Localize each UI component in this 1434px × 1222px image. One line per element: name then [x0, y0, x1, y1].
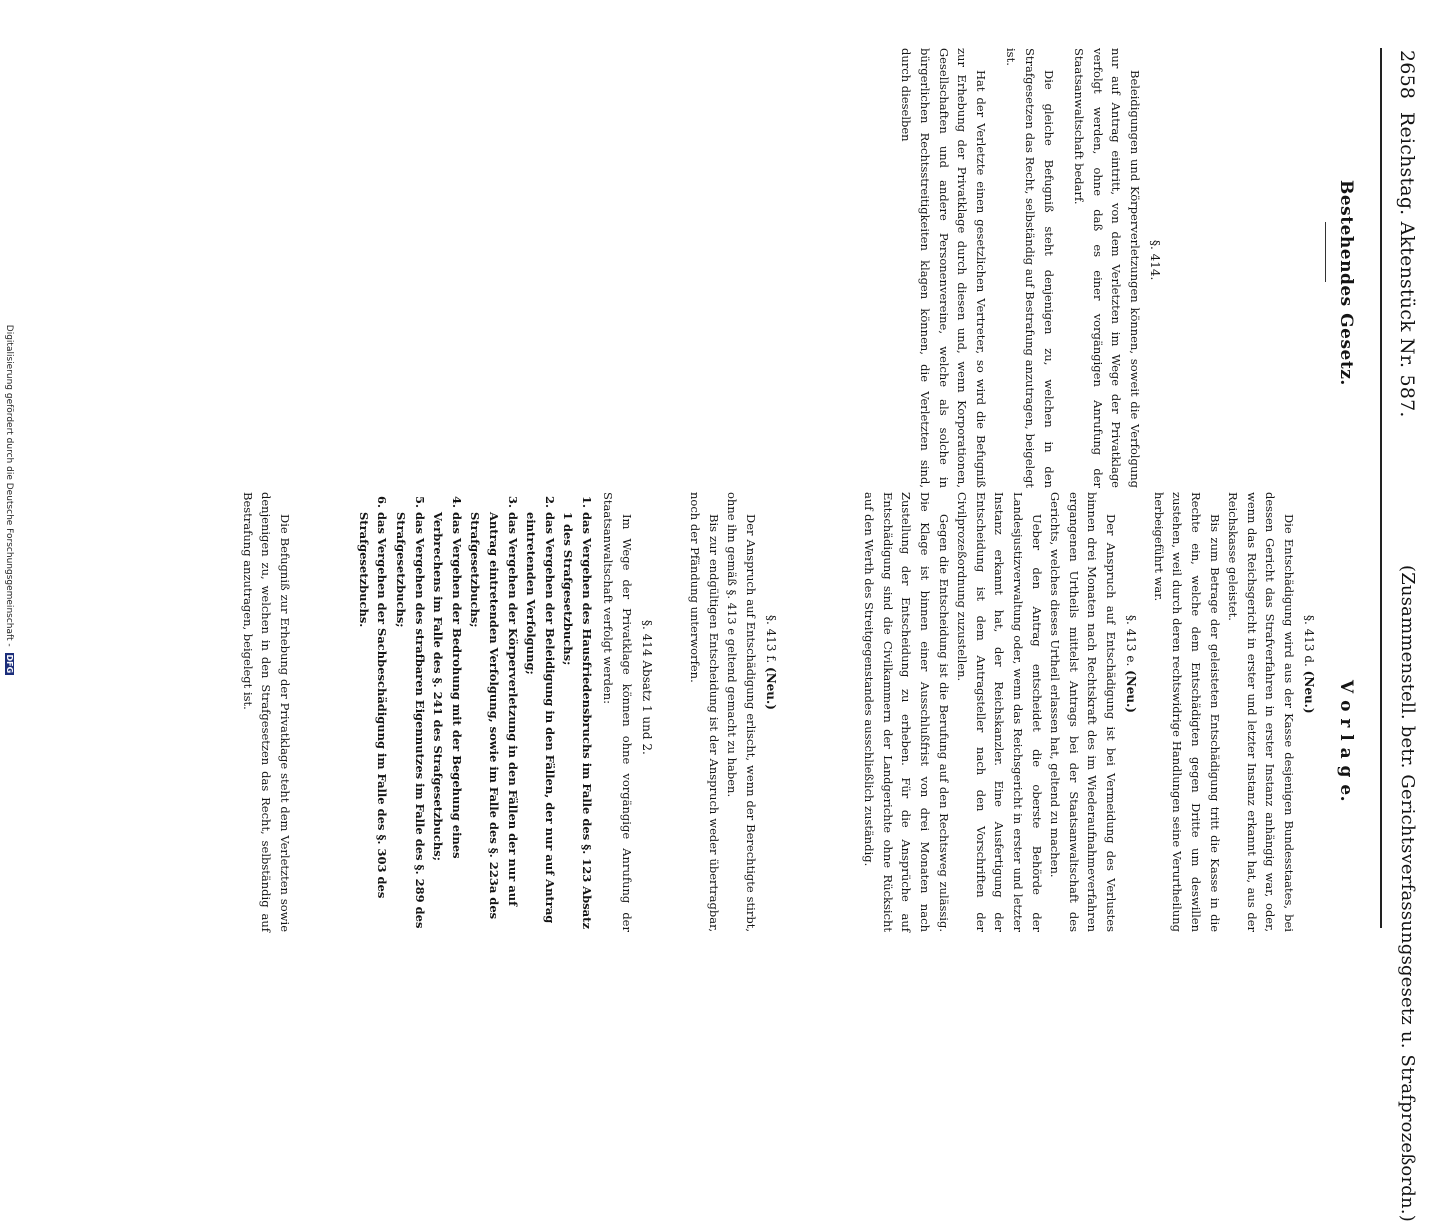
- section-413f-paragraph-2: Bis zur endgültigen Entscheidung ist der Anspruch weder übertragbar, noch der Pfändung unterworfen.: [688, 492, 721, 932]
- section-413e-paragraph-3: Gegen die Entscheidung ist die Berufung auf den Rechtsweg zulässig. Die Klage ist binnen einer Ausschlußfrist von drei Monaten nach Zustellung der Entscheidung zu erheben. Für die Ansprüche auf Entschädigung sind die Civilkammern der Landgerichte ohne Rücksicht auf den Werth des Streitgegenstandes ausschließlich zuständig.: [862, 492, 951, 932]
- section-413d-text: [1149, 492, 1298, 932]
- section-414-intro: [599, 492, 636, 932]
- section-413d-paragraph-1: Die Entschädigung wird aus der Kasse desjenigen Bundesstaates, bei dessen Gericht das Strafverfahren in erster Instanz anhängig war, oder, wenn das Reichsgericht in erster und letzter Instanz erkannt hat, aus der Reichskasse geleistet.: [1226, 492, 1296, 932]
- left-paragraph-1: Beleidigungen und Körperverletzungen können, soweit die Verfolgung nur auf Antrag eintritt, von dem Verletzten im Wege der Privatklage verfolgt werden, ohne daß es einer vorgängigen Anrufung der Staatsanwaltschaft bedarf.: [1072, 48, 1142, 488]
- digitization-credit: [4, 0, 14, 1000]
- digitization-credit-text: Digitalisierung gefördert durch die Deutsche Forschungsgemeinschaft -: [4, 324, 14, 647]
- right-column-heading: V o r l a g e.: [1336, 680, 1356, 803]
- section-413f-heading: [764, 615, 778, 710]
- offence-list: [354, 492, 596, 932]
- left-column-heading: Bestehendes Gesetz.: [1336, 180, 1356, 386]
- offence-item: 2. das Vergehen der Beleidigung in den Fällen, der nur auf Antrag eintretenden Verfolgung;: [522, 512, 559, 932]
- section-414-intro-text: Im Wege der Privatklage können ohne vorgängige Anrufung der Staatsanwaltschaft verfolgt werden:: [601, 492, 634, 932]
- section-413e-tag: (Neu.): [1124, 670, 1138, 713]
- section-413d-heading: [1302, 615, 1316, 714]
- section-414-closing: [238, 492, 294, 932]
- left-paragraph-3: Hat der Verletzte einen gesetzlichen Vertreter, so wird die Befugniß zur Erhebung der Privatklage durch diesen und, wenn Korporationen, Gesellschaften und andere Personenvereine, welche als solche in bürgerlichen Rechtsstreitigkeiten klagen können, die Verletzten sind, durch dieselben: [899, 48, 988, 488]
- section-413e-heading: [1124, 615, 1138, 713]
- section-413e-paragraph-1: Der Anspruch auf Entschädigung ist bei Vermeidung des Verlustes binnen drei Monaten nach Rechtskraft des im Wiederaufnahmeverfahren ergangenen Urtheils mittelst Antrags bei der Staatsanwaltschaft des Gerichts, welches dieses Urtheil erlassen hat, geltend zu machen.: [1048, 492, 1118, 932]
- offence-item: 4. das Vergehen der Bedrohung mit der Begehung eines Verbrechens im Falle des §. 241 des Strafgesetzbuchs;: [429, 512, 466, 932]
- dfg-logo: DFG: [5, 654, 14, 674]
- section-413e-number: §. 413 e.: [1124, 615, 1138, 667]
- left-heading-rule: [1325, 222, 1326, 282]
- offence-item: 5. das Vergehen des strafbaren Eigennutzes im Falle des §. 289 des Strafgesetzbuchs;: [391, 512, 428, 932]
- offence-item: 1. das Vergehen des Hausfriedensbruchs im Falle des §. 123 Absatz 1 des Strafgesetzbuchs;: [559, 512, 596, 932]
- section-413f-tag: (Neu.): [764, 667, 778, 710]
- section-413e-paragraph-2: Ueber den Antrag entscheidet die oberste Behörde der Landesjustizverwaltung oder, wenn das Reichsgericht in erster und letzter Instanz erkannt hat, der Reichskanzler. Eine Ausfertigung der Entscheidung ist dem Antragsteller nach den Vorschriften der Civilprozeßordnung zuzustellen.: [955, 492, 1044, 932]
- section-414-closing-text: Die Befugniß zur Erhebung der Privatklage steht dem Verletzten sowie denjenigen zu, welchen in den Strafgesetzen das Recht, selbständig auf Bestrafung anzutragen, beigelegt ist.: [240, 492, 292, 932]
- section-414-paragraphs-heading: §. 414 Absatz 1 und 2.: [640, 620, 654, 755]
- section-413f-number: §. 413 f.: [764, 615, 778, 664]
- page-subtitle: (Zusammenstell. betr. Gerichtsverfassungsgesetz u. Strafprozeßordn.): [1397, 565, 1418, 1222]
- section-413d-paragraph-2: Bis zum Betrage der geleisteten Entschädigung tritt die Kasse in die Rechte ein, welche dem Entschädigten gegen Dritte um deswillen zustehen, weil durch deren rechtswidrige Handlungen seine Verurtheilung herbeigeführt war.: [1151, 492, 1222, 932]
- left-section-414: §. 414.: [1148, 240, 1162, 281]
- section-413d-number: §. 413 d.: [1302, 615, 1316, 667]
- section-413d-tag: (Neu.): [1302, 670, 1316, 714]
- left-text-block: [897, 48, 1144, 488]
- page-number: 2658: [1396, 50, 1418, 100]
- page-title: Reichstag. Aktenstück Nr. 587.: [1396, 112, 1418, 418]
- left-paragraph-2: Die gleiche Befugniß steht denjenigen zu, welchen in den Strafgesetzen das Recht, selbständig auf Bestrafung anzutragen, beigelegt ist.: [1004, 48, 1056, 488]
- offence-item: 3. das Vergehen der Körperverletzung in den Fällen der nur auf Antrag eintretenden Verfolgung, sowie im Falle des §. 223a des Strafgesetzbuchs;: [466, 512, 522, 932]
- section-413f-paragraph-1: Der Anspruch auf Entschädigung erlischt, wenn der Berechtigte stirbt, ohne ihn gemäß §. 413 e geltend gemacht zu haben.: [725, 492, 758, 932]
- offence-item: 6. das Vergehen der Sachbeschädigung im Falle des §. 303 des Strafgesetzbuchs.: [354, 512, 391, 932]
- header-rule: [1380, 48, 1382, 928]
- section-413e-text: [860, 492, 1120, 932]
- section-413f-text: [686, 492, 760, 932]
